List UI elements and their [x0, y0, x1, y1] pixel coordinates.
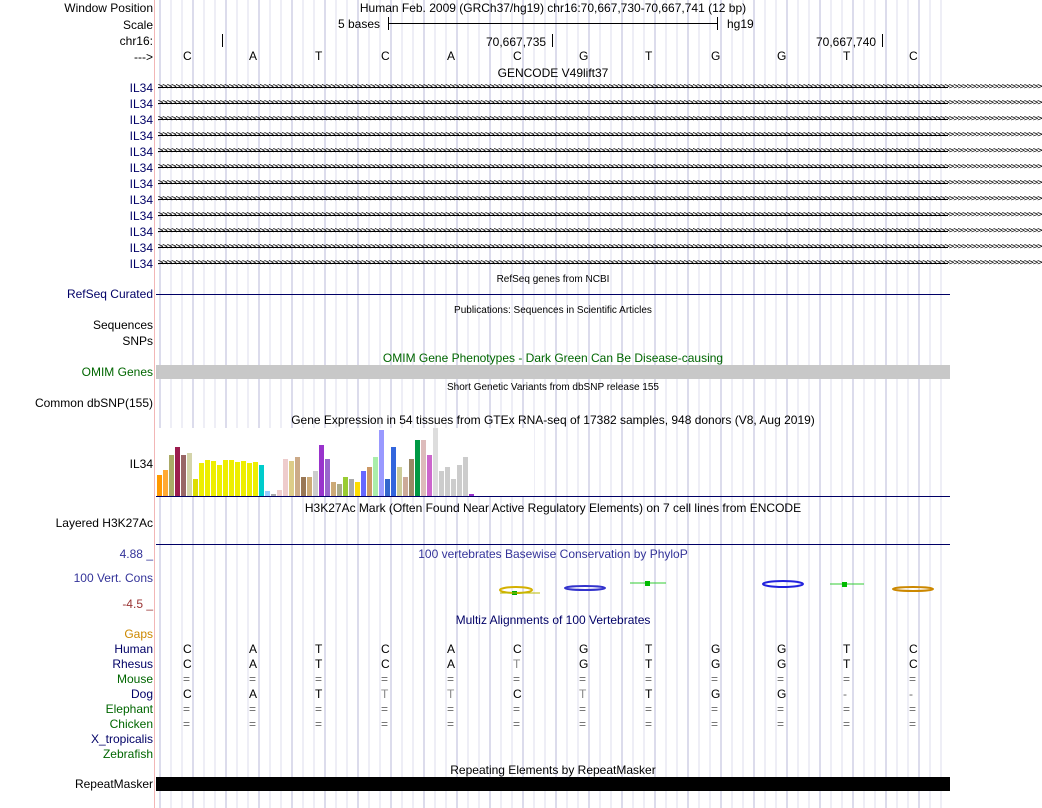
gtex-tissue-bar	[163, 470, 168, 496]
multiz-base: =	[711, 702, 719, 716]
multiz-base: C	[183, 687, 192, 701]
gtex-tissue-bar	[223, 460, 228, 496]
multiz-base: =	[843, 702, 851, 716]
multiz-base: G	[579, 657, 589, 671]
chrom-label: chr16:	[119, 34, 153, 48]
multiz-base: =	[315, 702, 323, 716]
multiz-base: =	[381, 672, 389, 686]
base-letter: A	[447, 49, 456, 63]
gtex-tissue-bar	[169, 455, 174, 496]
gtex-tissue-bar	[367, 467, 372, 496]
gtex-tissue-bar	[187, 453, 192, 496]
coord-tick-1	[552, 34, 553, 47]
base-letter: T	[843, 49, 851, 63]
multiz-base: C	[909, 642, 918, 656]
gencode-transcript-label[interactable]: IL34	[129, 161, 153, 175]
gtex-tissue-bar	[397, 467, 402, 496]
multiz-base: =	[249, 717, 257, 731]
coord-label-2: 70,667,740	[816, 35, 877, 49]
multiz-base: T	[315, 642, 323, 656]
refseq-track-label[interactable]: RefSeq Curated	[66, 287, 153, 301]
h3k27ac-baseline	[156, 544, 950, 545]
gtex-tissue-bar	[439, 471, 444, 496]
multiz-base: =	[183, 702, 191, 716]
gtex-tissue-bar	[175, 447, 180, 496]
multiz-base: C	[513, 687, 522, 701]
window-position-value: Human Feb. 2009 (GRCh37/hg19) chr16:70,667,730-70,667,741 (12 bp)	[359, 1, 747, 15]
multiz-base: =	[513, 717, 521, 731]
gencode-transcript-label[interactable]: IL34	[129, 209, 153, 223]
h3k27ac-track-label[interactable]: Layered H3K27Ac	[55, 516, 153, 530]
gtex-tissue-bar	[295, 457, 300, 496]
multiz-base: T	[381, 687, 389, 701]
conservation-logo-marks[interactable]	[490, 575, 950, 595]
gencode-strand-arrows: >>>>>>>>>>>>>>>>>>>>>>>>>>>>>>>>>>>>>>>>>>>>>>>>>>>>>>>>>>>>>>>>>>>>>>>>>>>>>>>>>>>>>>>>>>>>>>>>>>>>>>>>>>>>>>>>>>>>>>>>>>>>>>>>>>>>>>>>>>>>>>>>>>>>>>>>>>>>>>>>>>>>>>>>>>>>>>>>>>>>>>>>>>>>>>>>>>>>>>>>	[158, 194, 1042, 204]
gtex-tissue-bar	[235, 462, 240, 496]
gencode-strand-arrows: >>>>>>>>>>>>>>>>>>>>>>>>>>>>>>>>>>>>>>>>>>>>>>>>>>>>>>>>>>>>>>>>>>>>>>>>>>>>>>>>>>>>>>>>>>>>>>>>>>>>>>>>>>>>>>>>>>>>>>>>>>>>>>>>>>>>>>>>>>>>>>>>>>>>>>>>>>>>>>>>>>>>>>>>>>>>>>>>>>>>>>>>>>>>>>>>>>>>>>>>	[158, 162, 1042, 172]
gtex-bar-chart[interactable]	[156, 428, 536, 498]
gtex-tissue-bar	[157, 475, 162, 496]
multiz-base: G	[711, 642, 721, 656]
base-letter: G	[711, 49, 721, 63]
gtex-tissue-bar	[361, 471, 366, 496]
coord-label-1: 70,667,735	[486, 35, 547, 49]
multiz-base: =	[777, 717, 785, 731]
multiz-species-label[interactable]: Rhesus	[112, 657, 153, 671]
gencode-transcript-label[interactable]: IL34	[129, 113, 153, 127]
gencode-transcript-label[interactable]: IL34	[129, 241, 153, 255]
multiz-base: =	[579, 702, 587, 716]
multiz-base: =	[315, 672, 323, 686]
strand-label: --->	[134, 50, 153, 64]
multiz-base: T	[315, 687, 323, 701]
omim-gene-bar[interactable]	[156, 365, 950, 379]
image-left-border	[154, 0, 155, 808]
gtex-tissue-bar	[241, 461, 246, 496]
multiz-base: A	[249, 642, 258, 656]
gtex-tissue-bar	[391, 447, 396, 496]
gencode-transcript-label[interactable]: IL34	[129, 81, 153, 95]
gtex-tissue-bar	[451, 479, 456, 496]
gtex-tissue-bar	[211, 461, 216, 496]
multiz-base: T	[513, 657, 521, 671]
refseq-gene-line[interactable]	[156, 294, 950, 295]
multiz-base: =	[513, 672, 521, 686]
multiz-base: =	[579, 672, 587, 686]
multiz-base: =	[315, 717, 323, 731]
conservation-track-label[interactable]: 100 Vert. Cons	[73, 571, 153, 585]
multiz-track-title[interactable]: Multiz Alignments of 100 Vertebrates	[455, 613, 651, 627]
multiz-base: T	[645, 687, 653, 701]
omim-track-title[interactable]: OMIM Gene Phenotypes - Dark Green Can Be Disease-causing	[382, 351, 724, 365]
gencode-transcript-label[interactable]: IL34	[129, 129, 153, 143]
base-letter: A	[249, 49, 258, 63]
multiz-species-label[interactable]: Elephant	[105, 702, 153, 716]
multiz-base: C	[183, 657, 192, 671]
multiz-base: -	[909, 687, 913, 701]
multiz-base: =	[249, 702, 257, 716]
multiz-base: T	[315, 657, 323, 671]
multiz-base: C	[381, 657, 390, 671]
gtex-tissue-bar	[205, 460, 210, 496]
multiz-base: -	[843, 687, 847, 701]
multiz-species-label[interactable]: Dog	[130, 687, 153, 701]
conservation-max-label: 4.88 _	[119, 547, 153, 561]
multiz-gaps-label[interactable]: Gaps	[124, 627, 153, 641]
gtex-tissue-bar	[373, 457, 378, 496]
gtex-tissue-bar	[313, 471, 318, 496]
gtex-tissue-bar	[427, 455, 432, 496]
gencode-strand-arrows: >>>>>>>>>>>>>>>>>>>>>>>>>>>>>>>>>>>>>>>>>>>>>>>>>>>>>>>>>>>>>>>>>>>>>>>>>>>>>>>>>>>>>>>>>>>>>>>>>>>>>>>>>>>>>>>>>>>>>>>>>>>>>>>>>>>>>>>>>>>>>>>>>>>>>>>>>>>>>>>>>>>>>>>>>>>>>>>>>>>>>>>>>>>>>>>>>>>>>>>>	[158, 178, 1042, 188]
gencode-transcript-label[interactable]: IL34	[129, 257, 153, 271]
gencode-strand-arrows: >>>>>>>>>>>>>>>>>>>>>>>>>>>>>>>>>>>>>>>>>>>>>>>>>>>>>>>>>>>>>>>>>>>>>>>>>>>>>>>>>>>>>>>>>>>>>>>>>>>>>>>>>>>>>>>>>>>>>>>>>>>>>>>>>>>>>>>>>>>>>>>>>>>>>>>>>>>>>>>>>>>>>>>>>>>>>>>>>>>>>>>>>>>>>>>>>>>>>>>>	[158, 98, 1042, 108]
gencode-transcript-label[interactable]: IL34	[129, 177, 153, 191]
multiz-base: C	[909, 657, 918, 671]
scale-bar	[388, 17, 718, 31]
base-letter: C	[513, 49, 522, 63]
multiz-base: A	[249, 657, 258, 671]
gtex-tissue-bar	[403, 477, 408, 496]
coord-tick-start	[222, 34, 223, 47]
multiz-base: G	[579, 642, 589, 656]
multiz-base: A	[249, 687, 258, 701]
repeatmasker-element-bar[interactable]	[156, 777, 950, 791]
base-letter: C	[909, 49, 918, 63]
multiz-species-label[interactable]: X_tropicalis	[90, 732, 153, 746]
gtex-tissue-bar	[433, 428, 438, 496]
gtex-tissue-bar	[247, 463, 252, 496]
multiz-base: G	[777, 687, 787, 701]
gencode-transcript-label[interactable]: IL34	[129, 225, 153, 239]
multiz-base: A	[447, 642, 456, 656]
gtex-tissue-bar	[445, 467, 450, 496]
publications-sequences-label[interactable]: Sequences	[92, 318, 153, 332]
gtex-tissue-bar	[253, 462, 258, 496]
conservation-track-title[interactable]: 100 vertebrates Basewise Conservation by PhyloP	[418, 547, 688, 561]
multiz-base: =	[777, 672, 785, 686]
gencode-transcript-label[interactable]: IL34	[129, 145, 153, 159]
multiz-base: =	[909, 702, 917, 716]
gtex-tissue-bar	[319, 445, 324, 496]
gtex-tissue-bar	[343, 477, 348, 496]
gtex-tissue-bar	[415, 440, 420, 496]
gencode-strand-arrows: >>>>>>>>>>>>>>>>>>>>>>>>>>>>>>>>>>>>>>>>>>>>>>>>>>>>>>>>>>>>>>>>>>>>>>>>>>>>>>>>>>>>>>>>>>>>>>>>>>>>>>>>>>>>>>>>>>>>>>>>>>>>>>>>>>>>>>>>>>>>>>>>>>>>>>>>>>>>>>>>>>>>>>>>>>>>>>>>>>>>>>>>>>>>>>>>>>>>>>>>	[158, 242, 1042, 252]
multiz-base: T	[843, 642, 851, 656]
omim-track-label[interactable]: OMIM Genes	[81, 365, 153, 379]
gtex-tissue-bar	[283, 459, 288, 496]
multiz-base: =	[843, 717, 851, 731]
multiz-base: =	[183, 717, 191, 731]
multiz-base: =	[381, 702, 389, 716]
multiz-base: =	[777, 702, 785, 716]
gtex-tissue-bar	[457, 465, 462, 496]
gencode-strand-arrows: >>>>>>>>>>>>>>>>>>>>>>>>>>>>>>>>>>>>>>>>>>>>>>>>>>>>>>>>>>>>>>>>>>>>>>>>>>>>>>>>>>>>>>>>>>>>>>>>>>>>>>>>>>>>>>>>>>>>>>>>>>>>>>>>>>>>>>>>>>>>>>>>>>>>>>>>>>>>>>>>>>>>>>>>>>>>>>>>>>>>>>>>>>>>>>>>>>>>>>>>	[158, 258, 1042, 268]
multiz-base: =	[909, 672, 917, 686]
gtex-tissue-bar	[199, 463, 204, 496]
base-letter: G	[579, 49, 589, 63]
gtex-tissue-bar	[385, 479, 390, 496]
gtex-tissue-bar	[259, 465, 264, 496]
gtex-tissue-bar	[217, 465, 222, 496]
multiz-base: C	[513, 642, 522, 656]
multiz-base: =	[645, 702, 653, 716]
refseq-track-title[interactable]: RefSeq genes from NCBI	[496, 274, 610, 285]
base-letter: C	[381, 49, 390, 63]
gtex-tissue-bar	[409, 459, 414, 496]
window-position-label: Window Position	[64, 1, 153, 15]
gencode-transcript-label[interactable]: IL34	[129, 193, 153, 207]
multiz-base: =	[381, 717, 389, 731]
scale-assembly: hg19	[727, 17, 754, 31]
gtex-tissue-bar	[181, 455, 186, 496]
multiz-base: =	[447, 672, 455, 686]
multiz-base: =	[447, 717, 455, 731]
multiz-base: =	[645, 672, 653, 686]
multiz-base: T	[645, 657, 653, 671]
repeatmasker-track-title[interactable]: Repeating Elements by RepeatMasker	[450, 763, 656, 777]
gtex-tissue-bar	[325, 459, 330, 496]
scale-label: Scale	[122, 18, 153, 32]
gtex-baseline	[156, 496, 950, 497]
coord-tick-2	[882, 34, 883, 47]
h3k27ac-track-title[interactable]: H3K27Ac Mark (Often Found Near Active Regulatory Elements) on 7 cell lines from ENCODE	[304, 501, 802, 515]
multiz-species-label[interactable]: Chicken	[109, 717, 153, 731]
scale-text: 5 bases	[338, 17, 381, 31]
multiz-species-label[interactable]: Zebrafish	[102, 747, 153, 761]
publications-snps-label[interactable]: SNPs	[122, 334, 153, 348]
multiz-base: G	[777, 642, 787, 656]
gtex-tissue-bar	[307, 477, 312, 496]
multiz-base: =	[447, 702, 455, 716]
multiz-base: =	[843, 672, 851, 686]
gtex-track-title[interactable]: Gene Expression in 54 tissues from GTEx RNA-seq of 17382 samples, 948 donors (V8, Aug 2019)	[291, 413, 815, 427]
gencode-strand-arrows: >>>>>>>>>>>>>>>>>>>>>>>>>>>>>>>>>>>>>>>>>>>>>>>>>>>>>>>>>>>>>>>>>>>>>>>>>>>>>>>>>>>>>>>>>>>>>>>>>>>>>>>>>>>>>>>>>>>>>>>>>>>>>>>>>>>>>>>>>>>>>>>>>>>>>>>>>>>>>>>>>>>>>>>>>>>>>>>>>>>>>>>>>>>>>>>>>>>>>>>>	[158, 226, 1042, 236]
gtex-tissue-bar	[463, 457, 468, 496]
gtex-tissue-bar	[331, 482, 336, 496]
gtex-tissue-bar	[193, 479, 198, 496]
multiz-base: =	[711, 717, 719, 731]
publications-track-title[interactable]: Publications: Sequences in Scientific Articles	[454, 305, 652, 316]
multiz-base: G	[711, 657, 721, 671]
multiz-base: G	[711, 687, 721, 701]
gtex-tissue-bar	[229, 460, 234, 496]
base-letter: C	[183, 49, 192, 63]
multiz-base: =	[249, 672, 257, 686]
multiz-base: =	[711, 672, 719, 686]
gtex-tissue-bar	[355, 482, 360, 496]
gtex-tissue-bar	[421, 440, 426, 496]
multiz-base: =	[579, 717, 587, 731]
gencode-strand-arrows: >>>>>>>>>>>>>>>>>>>>>>>>>>>>>>>>>>>>>>>>>>>>>>>>>>>>>>>>>>>>>>>>>>>>>>>>>>>>>>>>>>>>>>>>>>>>>>>>>>>>>>>>>>>>>>>>>>>>>>>>>>>>>>>>>>>>>>>>>>>>>>>>>>>>>>>>>>>>>>>>>>>>>>>>>>>>>>>>>>>>>>>>>>>>>>>>>>>>>>>>	[158, 130, 1042, 140]
gtex-tissue-bar	[301, 477, 306, 496]
base-letter: G	[777, 49, 787, 63]
gencode-track-title[interactable]: GENCODE V49lift37	[497, 66, 609, 80]
conservation-min-label: -4.5 _	[122, 597, 153, 611]
multiz-base: =	[909, 717, 917, 731]
multiz-base: =	[513, 702, 521, 716]
multiz-base: A	[447, 657, 456, 671]
base-letter: T	[645, 49, 653, 63]
gtex-track-label[interactable]: IL34	[129, 457, 153, 471]
gtex-tissue-bar	[379, 430, 384, 496]
gencode-strand-arrows: >>>>>>>>>>>>>>>>>>>>>>>>>>>>>>>>>>>>>>>>>>>>>>>>>>>>>>>>>>>>>>>>>>>>>>>>>>>>>>>>>>>>>>>>>>>>>>>>>>>>>>>>>>>>>>>>>>>>>>>>>>>>>>>>>>>>>>>>>>>>>>>>>>>>>>>>>>>>>>>>>>>>>>>>>>>>>>>>>>>>>>>>>>>>>>>>>>>>>>>>	[158, 210, 1042, 220]
multiz-base: T	[843, 657, 851, 671]
multiz-base: G	[777, 657, 787, 671]
dbsnp-track-label[interactable]: Common dbSNP(155)	[34, 396, 153, 410]
gencode-strand-arrows: >>>>>>>>>>>>>>>>>>>>>>>>>>>>>>>>>>>>>>>>>>>>>>>>>>>>>>>>>>>>>>>>>>>>>>>>>>>>>>>>>>>>>>>>>>>>>>>>>>>>>>>>>>>>>>>>>>>>>>>>>>>>>>>>>>>>>>>>>>>>>>>>>>>>>>>>>>>>>>>>>>>>>>>>>>>>>>>>>>>>>>>>>>>>>>>>>>>>>>>>	[158, 82, 1042, 92]
multiz-base: C	[381, 642, 390, 656]
dbsnp-track-title[interactable]: Short Genetic Variants from dbSNP release 155	[447, 382, 659, 393]
multiz-base: C	[183, 642, 192, 656]
base-letter: T	[315, 49, 323, 63]
gtex-tissue-bar	[289, 461, 294, 496]
gtex-tissue-bar	[337, 484, 342, 496]
multiz-base: T	[447, 687, 455, 701]
multiz-base: =	[183, 672, 191, 686]
repeatmasker-track-label[interactable]: RepeatMasker	[74, 777, 153, 791]
multiz-base: T	[645, 642, 653, 656]
gencode-strand-arrows: >>>>>>>>>>>>>>>>>>>>>>>>>>>>>>>>>>>>>>>>>>>>>>>>>>>>>>>>>>>>>>>>>>>>>>>>>>>>>>>>>>>>>>>>>>>>>>>>>>>>>>>>>>>>>>>>>>>>>>>>>>>>>>>>>>>>>>>>>>>>>>>>>>>>>>>>>>>>>>>>>>>>>>>>>>>>>>>>>>>>>>>>>>>>>>>>>>>>>>>>	[158, 114, 1042, 124]
multiz-base: T	[579, 687, 587, 701]
gencode-strand-arrows: >>>>>>>>>>>>>>>>>>>>>>>>>>>>>>>>>>>>>>>>>>>>>>>>>>>>>>>>>>>>>>>>>>>>>>>>>>>>>>>>>>>>>>>>>>>>>>>>>>>>>>>>>>>>>>>>>>>>>>>>>>>>>>>>>>>>>>>>>>>>>>>>>>>>>>>>>>>>>>>>>>>>>>>>>>>>>>>>>>>>>>>>>>>>>>>>>>>>>>>>	[158, 146, 1042, 156]
gtex-tissue-bar	[349, 479, 354, 496]
multiz-species-label[interactable]: Human	[114, 642, 153, 656]
gencode-transcript-label[interactable]: IL34	[129, 97, 153, 111]
multiz-species-label[interactable]: Mouse	[116, 672, 153, 686]
multiz-base: =	[645, 717, 653, 731]
